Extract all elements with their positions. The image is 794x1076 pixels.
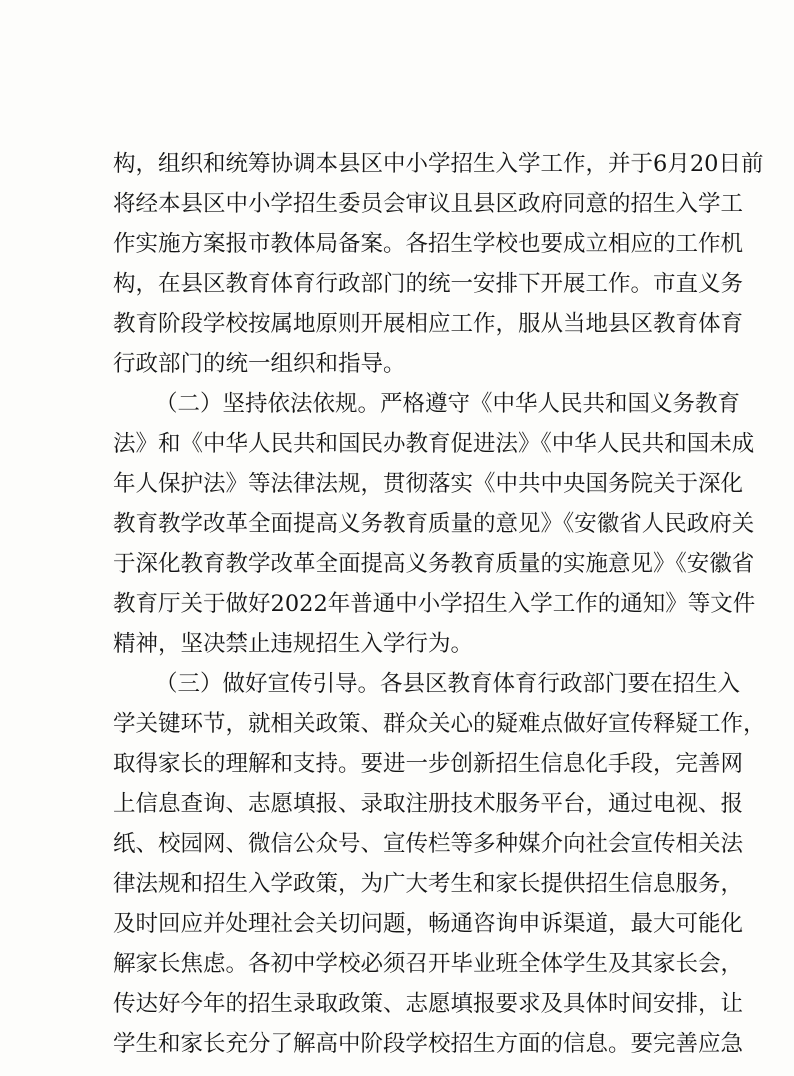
text-line: 于深化教育教学改革全面提高义务教育质量的实施意见》《安徽省 (113, 551, 755, 577)
section-heading-line: （二）坚持依法依规。严格遵守《中华人民共和国义务教育 (155, 391, 741, 417)
text-line: 解家长焦虑。各初中学校必须召开毕业班全体学生及其家长会， (113, 951, 744, 977)
text-line: 构，组织和统筹协调本县区中小学招生入学工作，并于6月20日前 (113, 151, 764, 177)
text-line: 教育阶段学校按属地原则开展相应工作，服从当地县区教育体育 (113, 311, 744, 337)
text-line: 取得家长的理解和支持。要进一步创新招生信息化手段，完善网 (113, 751, 744, 777)
text-line: 律法规和招生入学政策，为广大考生和家长提供招生信息服务， (113, 871, 744, 897)
text-line: 年人保护法》等法律法规，贯彻落实《中共中央国务院关于深化 (113, 471, 744, 497)
text-line: 精神，坚决禁止违规招生入学行为。 (113, 631, 474, 657)
text-line: 构，在县区教育体育行政部门的统一安排下开展工作。市直义务 (113, 271, 744, 297)
text-line: 学生和家长充分了解高中阶段学校招生方面的信息。要完善应急 (113, 1031, 744, 1057)
text-line: 作实施方案报市教体局备案。各招生学校也要成立相应的工作机 (113, 231, 744, 257)
text-line: 教育教学改革全面提高义务教育质量的意见》《安徽省人民政府关 (113, 511, 755, 537)
text-line: 将经本县区中小学招生委员会审议且县区政府同意的招生入学工 (113, 191, 744, 217)
text-line: 学关键环节，就相关政策、群众关心的疑难点做好宣传释疑工作， (113, 711, 766, 737)
text-line: 传达好今年的招生录取政策、志愿填报要求及具体时间安排，让 (113, 991, 744, 1017)
text-line: 及时回应并处理社会关切问题，畅通咨询申诉渠道，最大可能化 (113, 911, 744, 937)
text-line: 教育厅关于做好2022年普通中小学招生入学工作的通知》等文件 (113, 591, 756, 617)
text-line: 上信息查询、志愿填报、录取注册技术服务平台，通过电视、报 (113, 791, 744, 817)
section-heading-line: （三）做好宣传引导。各县区教育体育行政部门要在招生入 (155, 671, 741, 697)
text-line: 法》和《中华人民共和国民办教育促进法》《中华人民共和国未成 (113, 431, 755, 457)
text-line: 行政部门的统一组织和指导。 (113, 351, 406, 377)
text-line: 纸、校园网、微信公众号、宣传栏等多种媒介向社会宣传相关法 (113, 831, 744, 857)
